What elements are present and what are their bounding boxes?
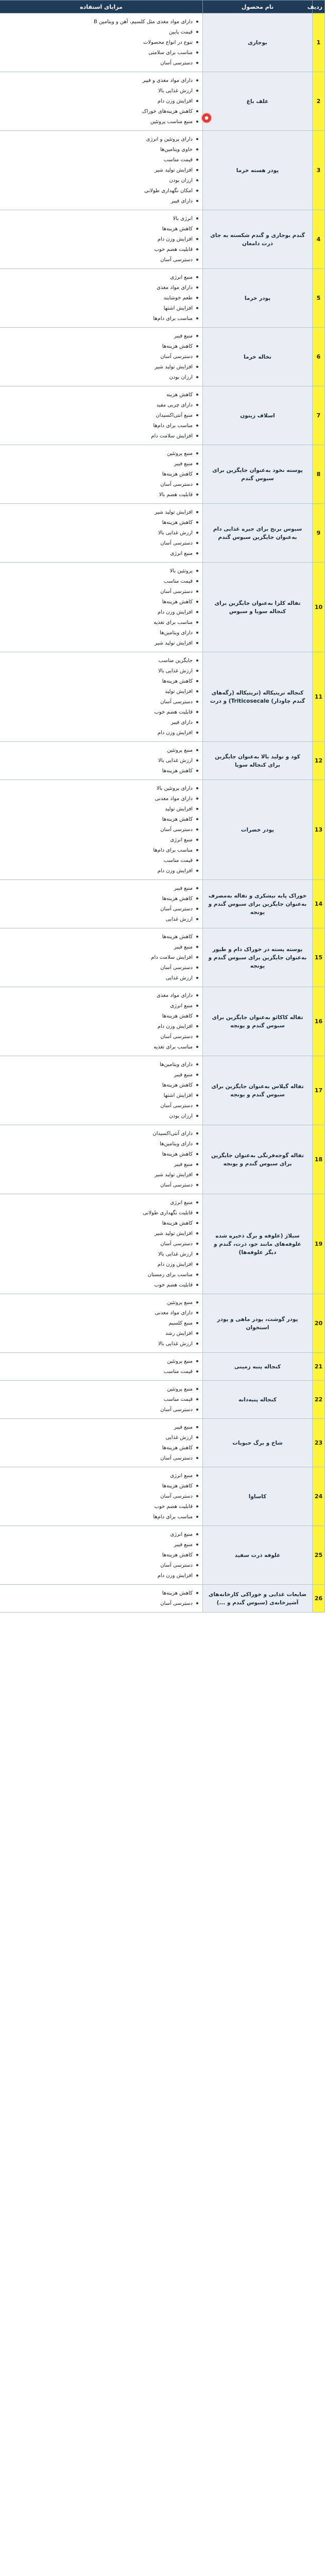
benefit-item: ارزان بودن — [3, 1112, 198, 1120]
table-row — [0, 1056, 325, 1125]
benefit-item: افزایش وزن دام — [3, 235, 198, 243]
table-row — [0, 742, 325, 780]
benefit-item: ارزش غذایی — [3, 974, 198, 982]
benefit-item: منبع فیبر — [3, 943, 198, 951]
benefits-cell — [0, 1294, 203, 1353]
benefit-item: انرژی بالا — [3, 215, 198, 223]
product-name: کاساوا — [203, 1467, 313, 1526]
benefit-item: قیمت مناسب — [3, 578, 198, 585]
row-number: 7 — [313, 386, 325, 445]
benefits-list — [3, 1299, 198, 1348]
benefits-list — [3, 1061, 198, 1120]
benefits-list — [3, 657, 198, 737]
benefit-item: قابلیت هضم خوب — [3, 708, 198, 716]
product-name: نخاله خرما — [203, 328, 313, 386]
benefit-item: منبع انرژی — [3, 836, 198, 844]
benefit-item: کاهش هزینه‌های خوراک — [3, 108, 198, 115]
benefits-list — [3, 1472, 198, 1521]
table-row — [0, 987, 325, 1056]
row-number: 25 — [313, 1526, 325, 1585]
benefit-item: منبع پروتئین — [3, 1385, 198, 1393]
benefit-item: ارزش غذایی بالا — [3, 1340, 198, 1348]
product-name: تفاله گیلاس به‌عنوان جایگزین برای سبوس گندم و یونجه — [203, 1056, 313, 1125]
benefits-list — [3, 332, 198, 381]
benefit-item: ارزش غذایی بالا — [3, 87, 198, 95]
benefit-item: قابلیت هضم بالا — [3, 491, 198, 499]
benefits-cell — [0, 72, 203, 131]
benefit-item: افزایش تولید شیر — [3, 363, 198, 371]
row-number: 13 — [313, 780, 325, 880]
benefit-item: کاهش هزینه‌ها — [3, 1551, 198, 1559]
benefit-item: دارای چربی مفید — [3, 401, 198, 409]
benefit-item: قیمت پایین — [3, 28, 198, 36]
benefit-item: دارای مواد مغذی — [3, 284, 198, 292]
benefit-item: مناسب برای تغذیه — [3, 619, 198, 626]
benefits-cell — [0, 328, 203, 386]
benefits-list — [3, 1589, 198, 1607]
benefit-item: منبع کلسیم — [3, 1319, 198, 1327]
table-row — [0, 269, 325, 328]
benefits-list — [3, 1199, 198, 1289]
benefit-item: منبع پروتئین — [3, 1299, 198, 1307]
benefit-item: منبع انرژی — [3, 1002, 198, 1010]
header-name: نام محصول — [203, 1, 313, 13]
benefit-item: افزایش تولید — [3, 688, 198, 696]
benefit-item: کاهش هزینه‌ها — [3, 343, 198, 350]
benefit-item: ارزان بودن — [3, 374, 198, 381]
product-name: تفاله کاکائو به‌عنوان جایگزین برای سبوس گندم و یونجه — [203, 987, 313, 1056]
benefits-list — [3, 391, 198, 440]
product-name: پودر خضرات — [203, 780, 313, 880]
benefit-item: ارزش غذایی بالا — [3, 757, 198, 765]
benefit-item: افزایش اشتها — [3, 1092, 198, 1099]
product-name: کنجاله پنبه‌دانه — [203, 1381, 313, 1419]
benefits-list — [3, 1531, 198, 1580]
benefits-cell — [0, 563, 203, 652]
benefits-list — [3, 215, 198, 264]
benefit-item: دسترسی آسان — [3, 698, 198, 706]
benefit-item: قیمت مناسب — [3, 1368, 198, 1376]
benefit-item: ارزان بودن — [3, 177, 198, 184]
benefit-item: امکان نگهداری طولانی — [3, 187, 198, 195]
row-number: 20 — [313, 1294, 325, 1353]
benefit-item: کاهش هزینه‌ها — [3, 470, 198, 478]
benefit-item: قابلیت هضم خوب — [3, 1503, 198, 1511]
benefit-item: ارزش غذایی بالا — [3, 667, 198, 675]
table-row — [0, 1585, 325, 1613]
benefits-cell — [0, 1467, 203, 1526]
table-row — [0, 13, 325, 72]
benefit-item: کاهش هزینه‌ها — [3, 519, 198, 527]
benefits-cell — [0, 445, 203, 504]
benefit-item: منبع فیبر — [3, 460, 198, 468]
row-number: 6 — [313, 328, 325, 386]
table-row — [0, 445, 325, 504]
benefit-item: پروتئین بالا — [3, 567, 198, 575]
row-number: 17 — [313, 1056, 325, 1125]
benefit-item: کاهش هزینه‌ها — [3, 1150, 198, 1158]
benefit-item: قابلیت هضم خوب — [3, 1281, 198, 1289]
benefit-item: افزایش تولید — [3, 805, 198, 813]
benefit-item: افزایش تولید شیر — [3, 1230, 198, 1238]
benefit-item: مناسب برای دام‌ها — [3, 846, 198, 854]
benefits-cell — [0, 1419, 203, 1467]
benefit-item: منبع فیبر — [3, 1541, 198, 1549]
table-header-row — [0, 1, 325, 13]
benefit-item: کاهش هزینه‌ها — [3, 1444, 198, 1452]
table-row — [0, 1294, 325, 1353]
benefits-list — [3, 1385, 198, 1414]
table-row — [0, 652, 325, 742]
product-name: علف باغ — [203, 72, 313, 131]
benefit-item: دسترسی آسان — [3, 1406, 198, 1414]
benefits-cell — [0, 504, 203, 563]
benefit-item: افزایش وزن دام — [3, 1572, 198, 1580]
row-number: 21 — [313, 1353, 325, 1381]
product-name: پوسته پسته در خوراک دام و طیور به‌عنوان جایگزین برای سبوس گندم و یونجه — [203, 928, 313, 987]
row-number: 11 — [313, 652, 325, 742]
benefit-item: منبع انرژی — [3, 1199, 198, 1207]
benefit-item: افزایش وزن دام — [3, 1261, 198, 1268]
benefit-item: افزایش وزن دام — [3, 608, 198, 616]
benefit-item: افزایش وزن دام — [3, 729, 198, 737]
benefits-list — [3, 933, 198, 982]
benefit-item: مناسب برای تغذیه — [3, 1043, 198, 1051]
benefit-item: دسترسی آسان — [3, 1240, 198, 1248]
benefit-item: کاهش هزینه‌ها — [3, 933, 198, 941]
benefit-item: دسترسی آسان — [3, 481, 198, 488]
row-number: 1 — [313, 13, 325, 72]
benefit-item: کاهش هزینه‌ها — [3, 767, 198, 775]
benefit-item: تنوع در انواع محصولات — [3, 39, 198, 46]
benefits-cell — [0, 987, 203, 1056]
row-number: 14 — [313, 880, 325, 928]
product-name: پودر هسته خرما — [203, 131, 313, 210]
benefit-item: کاهش هزینه‌ها — [3, 895, 198, 903]
benefit-item: دسترسی آسان — [3, 588, 198, 596]
benefit-item: کاهش هزینه‌ها — [3, 816, 198, 823]
benefit-item: مناسب برای دام‌ها — [3, 315, 198, 323]
benefit-item: افزایش رشد — [3, 1330, 198, 1337]
benefit-item: کاهش هزینه‌ها — [3, 1219, 198, 1227]
benefits-cell — [0, 210, 203, 269]
benefit-item: کاهش هزینه‌ها — [3, 225, 198, 233]
table-row — [0, 1353, 325, 1381]
benefit-item: قیمت مناسب — [3, 1396, 198, 1403]
benefit-item: دسترسی آسان — [3, 1454, 198, 1462]
table-row — [0, 386, 325, 445]
benefit-item: دارای پروتئین و انرژی — [3, 135, 198, 143]
benefit-item: دارای مواد معدنی — [3, 1309, 198, 1317]
benefit-item: دارای پروتئین بالا — [3, 785, 198, 792]
product-name: ضایعات غذایی و خوراکی کارخانه‌های آشپزخانه‌ی (سبوس گندم و ...) — [203, 1585, 313, 1613]
benefit-item: دسترسی آسان — [3, 1493, 198, 1500]
benefit-item: کاهش هزینه‌ها — [3, 598, 198, 606]
benefit-item: افزایش وزن دام — [3, 97, 198, 105]
benefits-list — [3, 450, 198, 499]
benefit-item: منبع پروتئین — [3, 450, 198, 457]
benefit-item: منبع انرژی — [3, 274, 198, 281]
benefit-item: منبع انرژی — [3, 1472, 198, 1480]
benefits-list — [3, 77, 198, 126]
benefits-list — [3, 885, 198, 923]
benefit-item: دسترسی آسان — [3, 905, 198, 913]
benefit-item: منبع فیبر — [3, 1071, 198, 1079]
benefit-item: کاهش هزینه‌ها — [3, 1589, 198, 1597]
benefits-cell — [0, 1125, 203, 1194]
benefit-item: دسترسی آسان — [3, 353, 198, 361]
benefit-item: ارزش غذایی بالا — [3, 1250, 198, 1258]
row-number: 2 — [313, 72, 325, 131]
benefit-item: دسترسی آسان — [3, 1033, 198, 1041]
record-badge-icon — [201, 112, 212, 124]
benefit-item: ارزش غذایی — [3, 916, 198, 923]
benefits-cell — [0, 13, 203, 72]
table-row — [0, 780, 325, 880]
benefits-cell — [0, 652, 203, 742]
row-number: 18 — [313, 1125, 325, 1194]
product-name: اسلاف زیتون — [203, 386, 313, 445]
benefits-cell — [0, 1585, 203, 1613]
product-name: علوفه ذرت سفید — [203, 1526, 313, 1585]
row-number: 8 — [313, 445, 325, 504]
benefit-item: منبع انرژی — [3, 1531, 198, 1538]
benefit-item: مناسب برای دام‌ها — [3, 422, 198, 430]
benefit-item: افزایش اشتها — [3, 304, 198, 312]
product-name: سبوس برنج برای جیره غذایی دام به‌عنوان جایگزین سبوس گندم — [203, 504, 313, 563]
benefit-item: جایگزین مناسب — [3, 657, 198, 665]
benefits-cell — [0, 131, 203, 210]
benefit-item: دارای مواد معدنی — [3, 795, 198, 803]
benefit-item: دارای ویتامین‌ها — [3, 1140, 198, 1148]
table-row — [0, 563, 325, 652]
benefit-item: افزایش سلامت دام — [3, 954, 198, 961]
row-number: 5 — [313, 269, 325, 328]
benefits-list — [3, 18, 198, 67]
benefit-item: منبع پروتئین — [3, 747, 198, 754]
benefit-item: منبع انرژی — [3, 550, 198, 557]
benefit-item: منبع مناسب پروتئین — [3, 118, 198, 126]
benefit-item: ارزش غذایی — [3, 1434, 198, 1442]
product-name: کود و تولید بالا به‌عنوان جایگزین برای کنجاله سویا — [203, 742, 313, 780]
benefits-cell — [0, 880, 203, 928]
table-row — [0, 1419, 325, 1467]
row-number: 4 — [313, 210, 325, 269]
benefits-cell — [0, 1353, 203, 1381]
benefit-item: کاهش هزینه‌ها — [3, 1482, 198, 1490]
product-name: خوراک پایه نیشکری و تفاله به‌مصرف به‌عنوان جایگزین برای سبوس گندم و یونجه — [203, 880, 313, 928]
row-number: 9 — [313, 504, 325, 563]
benefit-item: دارای فیبر — [3, 719, 198, 726]
product-name: کنجاله تریتیکاله (تریتیکاله (رگه‌های گندم چاودار) Triticosecale) و ذرت — [203, 652, 313, 742]
table-row — [0, 1467, 325, 1526]
product-name: گندم بوجاری و گندم شکسته به جای ذرت دامعان — [203, 210, 313, 269]
table-body — [0, 13, 325, 1613]
benefits-list — [3, 274, 198, 323]
benefit-item: مناسب برای دام‌ها — [3, 1513, 198, 1521]
benefit-item: افزایش تولید شیر — [3, 1171, 198, 1179]
benefit-item: منبع پروتئین — [3, 1358, 198, 1365]
benefits-list — [3, 135, 198, 205]
benefit-item: قابلیت هضم خوب — [3, 246, 198, 253]
benefit-item: کاهش هزینه‌ها — [3, 1012, 198, 1020]
benefit-item: دارای مواد مغذی — [3, 992, 198, 999]
product-name: بوجاری — [203, 13, 313, 72]
row-number: 15 — [313, 928, 325, 987]
benefit-item: قابلیت نگهداری طولانی — [3, 1209, 198, 1217]
row-number: 26 — [313, 1585, 325, 1613]
product-name: شاخ و برگ حبوبات — [203, 1419, 313, 1467]
benefit-item: افزایش وزن دام — [3, 1023, 198, 1030]
benefits-list — [3, 747, 198, 775]
product-name: پوسته نخود به‌عنوان جایگزین برای سبوس گندم — [203, 445, 313, 504]
header-num: ردیف — [313, 1, 325, 13]
benefit-item: دارای ویتامین‌ها — [3, 1061, 198, 1069]
table-row — [0, 1381, 325, 1419]
benefit-item: دسترسی آسان — [3, 256, 198, 264]
table-row — [0, 328, 325, 386]
product-name: پودر خرما — [203, 269, 313, 328]
product-name: تفاله گوجه‌فرنگی به‌عنوان جایگزین برای سبوس گندم و یونجه — [203, 1125, 313, 1194]
header-benefits: مزایای استفاده — [0, 1, 203, 13]
row-number: 19 — [313, 1194, 325, 1294]
benefits-cell — [0, 1526, 203, 1585]
benefits-list — [3, 785, 198, 875]
benefits-list — [3, 1423, 198, 1462]
benefit-item: منبع فیبر — [3, 1161, 198, 1168]
benefits-cell — [0, 780, 203, 880]
benefit-item: دارای فیبر — [3, 197, 198, 205]
benefit-item: دارای ویتامین‌ها — [3, 629, 198, 637]
benefits-cell — [0, 386, 203, 445]
product-name: پودر گوشت، پودر ماهی و پودر استخوان — [203, 1294, 313, 1353]
benefits-list — [3, 567, 198, 647]
benefits-list — [3, 509, 198, 557]
benefits-cell — [0, 928, 203, 987]
product-name: سیلاژ (علوفه و برگ ذخیره شده علوفه‌های مانند جو، ذرت، گندم و دیگر علوفه‌ها) — [203, 1194, 313, 1294]
table-row — [0, 928, 325, 987]
table-row — [0, 131, 325, 210]
benefit-item: دسترسی آسان — [3, 964, 198, 972]
benefit-item: دسترسی آسان — [3, 1600, 198, 1607]
benefits-cell — [0, 742, 203, 780]
row-number: 12 — [313, 742, 325, 780]
benefit-item: دارای مواد مغذی مثل کلسیم، آهن و ویتامین B — [3, 18, 198, 26]
benefit-item: افزایش تولید شیر — [3, 509, 198, 516]
benefit-item: مناسب برای سلامتی — [3, 49, 198, 57]
benefit-item: افزایش وزن دام — [3, 867, 198, 875]
table-row — [0, 880, 325, 928]
benefit-item: دسترسی آسان — [3, 59, 198, 67]
table-row — [0, 1526, 325, 1585]
benefit-item: قیمت مناسب — [3, 857, 198, 865]
benefits-list — [3, 1358, 198, 1376]
benefit-item: افزایش تولید شیر — [3, 639, 198, 647]
benefit-item: منبع فیبر — [3, 332, 198, 340]
product-name: تفاله کلزا به‌عنوان جایگزین برای کنجاله سویا و سبوس — [203, 563, 313, 652]
table-row — [0, 210, 325, 269]
product-name: کنجاله پنبه زمینی — [203, 1353, 313, 1381]
benefit-item: ارزش غذایی بالا — [3, 529, 198, 537]
benefits-cell — [0, 1381, 203, 1419]
benefit-item: مناسب برای زمستان — [3, 1271, 198, 1279]
benefit-item: منبع فیبر — [3, 1423, 198, 1431]
benefit-item: افزایش تولید شیر — [3, 166, 198, 174]
benefit-item: دسترسی آسان — [3, 1181, 198, 1189]
table-row — [0, 72, 325, 131]
row-number: 10 — [313, 563, 325, 652]
benefits-cell — [0, 1194, 203, 1294]
benefits-cell — [0, 269, 203, 328]
benefit-item: قیمت مناسب — [3, 156, 198, 164]
benefit-item: کاهش هزینه — [3, 391, 198, 399]
benefit-item: افزایش سلامت دام — [3, 432, 198, 440]
benefit-item: دسترسی آسان — [3, 539, 198, 547]
benefit-item: منبع فیبر — [3, 885, 198, 892]
row-number: 3 — [313, 131, 325, 210]
row-number: 24 — [313, 1467, 325, 1526]
row-number: 16 — [313, 987, 325, 1056]
benefits-list — [3, 1130, 198, 1189]
row-number: 23 — [313, 1419, 325, 1467]
benefit-item: کاهش هزینه‌ها — [3, 677, 198, 685]
benefit-item: منبع آنتی‌اکسیدان — [3, 412, 198, 419]
benefit-item: دسترسی آسان — [3, 1562, 198, 1569]
benefit-item: دسترسی آسان — [3, 826, 198, 834]
benefit-item: دارای آنتی‌اکسیدان — [3, 1130, 198, 1138]
table-row — [0, 1194, 325, 1294]
benefit-item: کاهش هزینه‌ها — [3, 1081, 198, 1089]
benefit-item: دسترسی آسان — [3, 1102, 198, 1110]
table-row — [0, 504, 325, 563]
table-row — [0, 1125, 325, 1194]
benefit-item: دارای مواد مغذی و فیبر — [3, 77, 198, 84]
row-number: 22 — [313, 1381, 325, 1419]
benefit-item: حاوی ویتامین‌ها — [3, 146, 198, 154]
benefits-list — [3, 992, 198, 1051]
benefits-cell — [0, 1056, 203, 1125]
benefit-item: طعم خوشایند — [3, 294, 198, 302]
